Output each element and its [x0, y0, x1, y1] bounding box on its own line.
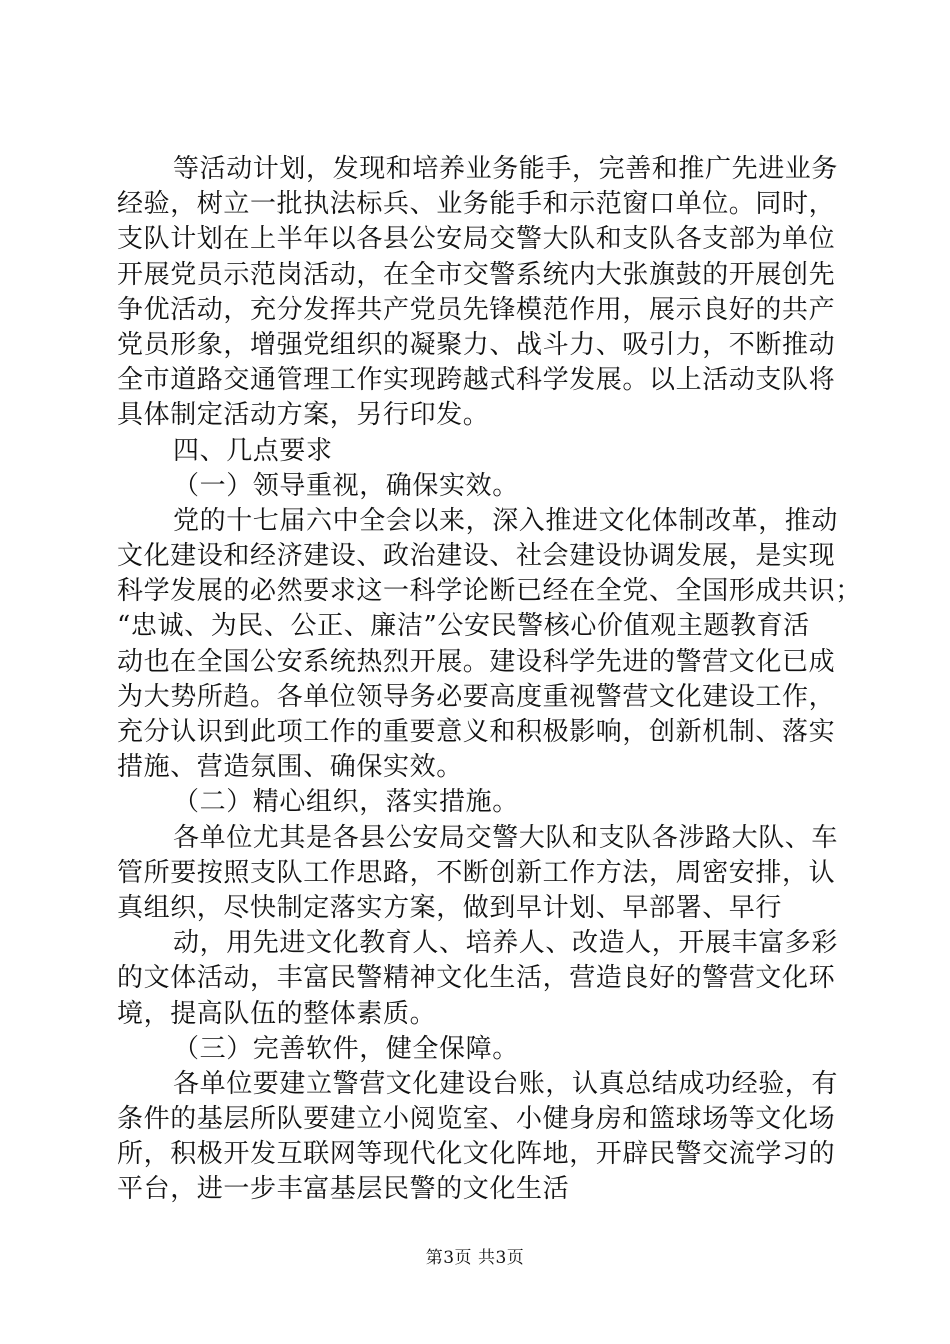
text-line: 的文体活动，丰富民警精神文化生活，营造良好的警营文化环	[117, 963, 836, 994]
text-line: 所，积极开发互联网等现代化文化阵地，开辟民警交流学习的	[117, 1139, 836, 1170]
body-text	[117, 152, 862, 1208]
subsection-heading: （二）精心组织，落实措施。	[173, 787, 519, 818]
text-line: 党员形象，增强党组织的凝聚力、战斗力、吸引力，不断推动	[117, 329, 836, 360]
text-line: 各单位尤其是各县公安局交警大队和支队各涉路大队、车	[173, 822, 839, 853]
text-line: 动也在全国公安系统热烈开展。建设科学先进的警营文化已成	[117, 646, 836, 677]
text-line: 为大势所趋。各单位领导务必要高度重视警营文化建设工作，	[117, 681, 836, 712]
text-line: 党的十七届六中全会以来，深入推进文化体制改革，推动	[173, 505, 839, 536]
text-line: 平台，进一步丰富基层民警的文化生活	[117, 1174, 570, 1205]
text-line: 等活动计划，发现和培养业务能手，完善和推广先进业务	[173, 154, 839, 184]
text-line: 经验，树立一批执法标兵、业务能手和示范窗口单位。同时，	[117, 189, 836, 220]
text-line: 全市道路交通管理工作实现跨越式科学发展。以上活动支队将	[117, 365, 836, 396]
text-line: 争优活动，充分发挥共产党员先锋模范作用，展示良好的共产	[117, 294, 836, 325]
page-number-footer: 第3页 共3页	[425, 1248, 525, 1268]
subsection-heading: （一）领导重视，确保实效。	[173, 470, 519, 501]
text-line: “忠诚、为民、公正、廉洁”公安民警核心价值观主题教育活	[117, 611, 810, 642]
text-line: 文化建设和经济建设、政治建设、社会建设协调发展，是实现	[117, 541, 836, 572]
text-line: 境，提高队伍的整体素质。	[117, 998, 437, 1029]
text-line: 开展党员示范岗活动，在全市交警系统内大张旗鼓的开展创先	[117, 259, 836, 290]
text-line: 真组织，尽快制定落实方案，做到早计划、早部署、早行	[117, 892, 783, 923]
text-line: 管所要按照支队工作思路，不断创新工作方法，周密安排，认	[117, 857, 836, 888]
subsection-heading: （三）完善软件，健全保障。	[173, 1033, 519, 1064]
text-line: 科学发展的必然要求这一科学论断已经在全党、全国形成共识；	[117, 576, 862, 607]
section-heading: 四、几点要求	[173, 435, 333, 466]
text-line: 各单位要建立警营文化建设台账，认真总结成功经验，有	[173, 1068, 839, 1099]
text-line: 动，用先进文化教育人、培养人、改造人，开展丰富多彩	[173, 928, 839, 959]
text-line: 条件的基层所队要建立小阅览室、小健身房和篮球场等文化场	[117, 1104, 836, 1135]
text-line: 措施、营造氛围、确保实效。	[117, 752, 463, 783]
text-line: 具体制定活动方案，另行印发。	[117, 400, 490, 431]
text-line: 支队计划在上半年以各县公安局交警大队和支队各支部为单位	[117, 224, 836, 255]
text-line: 充分认识到此项工作的重要意义和积极影响，创新机制、落实	[117, 717, 836, 747]
